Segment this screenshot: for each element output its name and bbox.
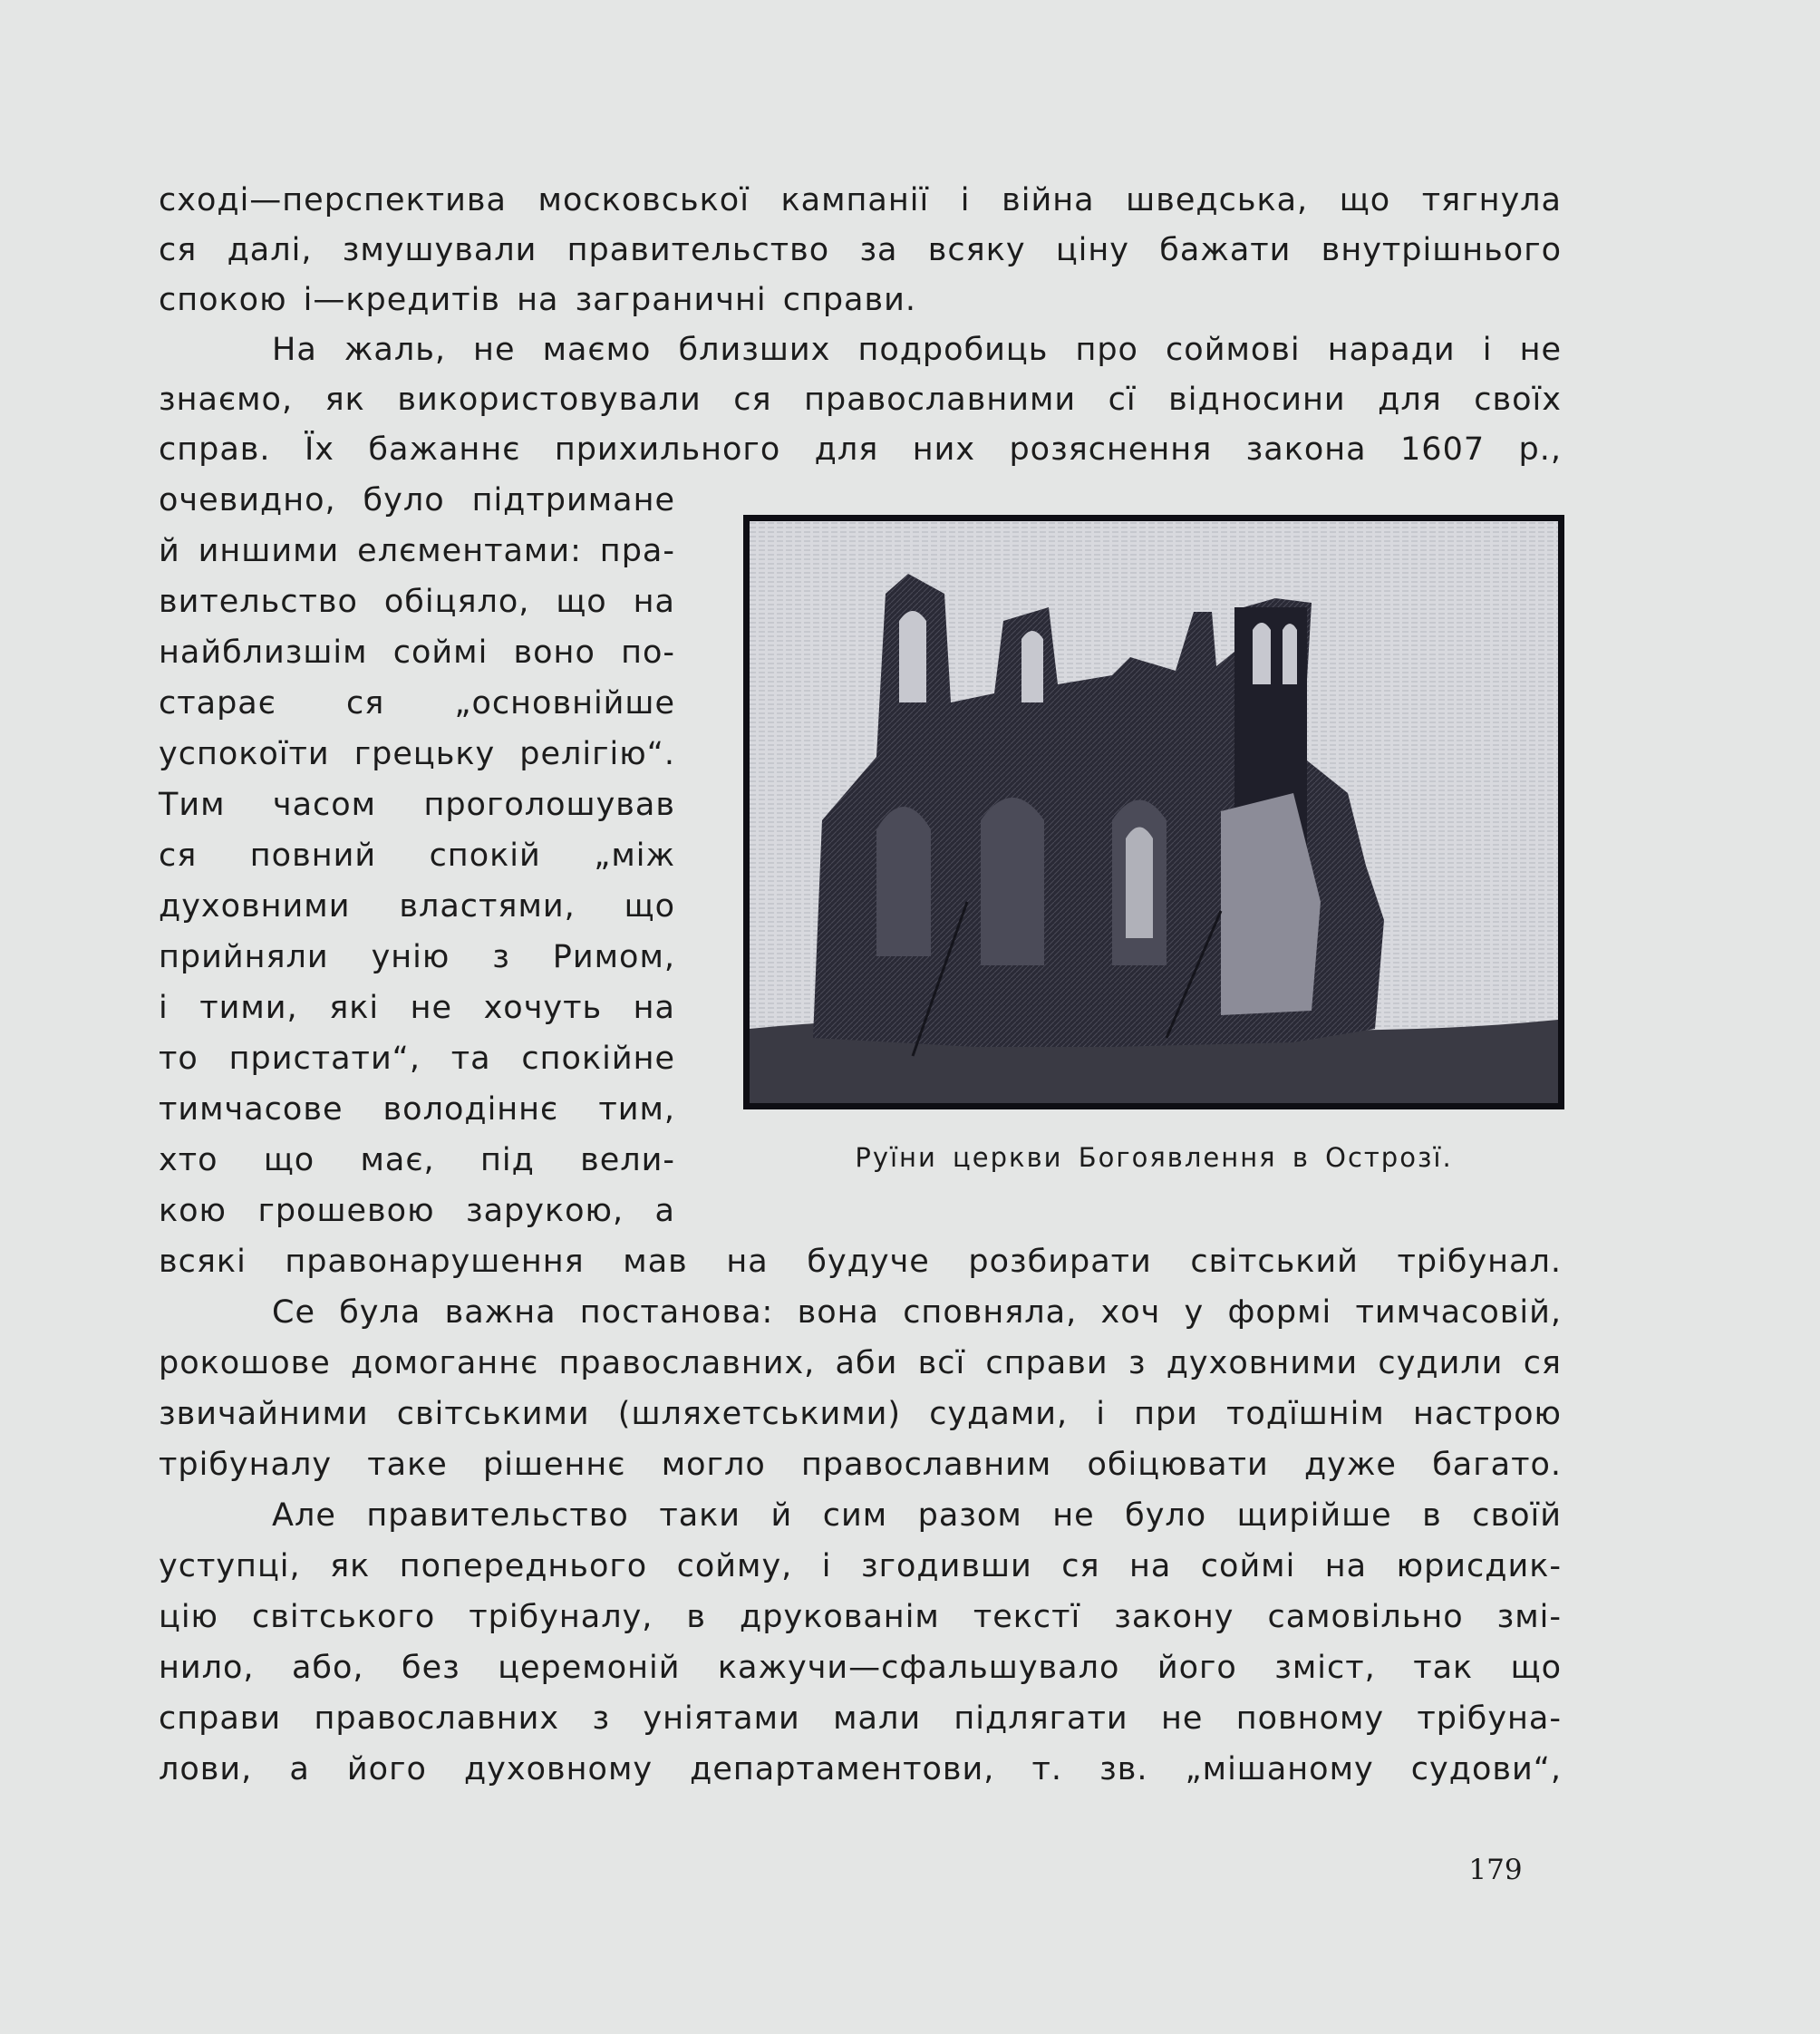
text-line: нило, або, без церемоній кажучи—сфальшувало його зміст, так що bbox=[159, 1650, 1562, 1686]
text-line: кою грошевою зарукою, а bbox=[159, 1193, 675, 1229]
text-line: На жаль, не маємо близших подробиць про соймові наради і не bbox=[272, 332, 1562, 368]
text-line: рокошове домоганнє православних, аби всї справи з духовними судили ся bbox=[159, 1345, 1562, 1381]
text-line: то пристати“, та спокійне bbox=[159, 1041, 675, 1077]
text-line: спокою і—кредитів на заграничні справи. bbox=[159, 282, 917, 318]
text-line: хто що має, під вели- bbox=[159, 1142, 675, 1178]
text-line: цію світського трібуналу, в друкованім текстї закону самовільно змі- bbox=[159, 1599, 1562, 1635]
text-line: трібуналу таке рішеннє могло православним обіцювати дуже багато. bbox=[159, 1447, 1562, 1483]
text-line: духовними властями, що bbox=[159, 888, 675, 925]
text-line: ся повний спокій „між bbox=[159, 838, 675, 874]
text-line: Тим часом проголошував bbox=[159, 787, 675, 823]
text-line: всякі правонарушення мав на будуче розбирати світський трібунал. bbox=[159, 1244, 1562, 1280]
church-ruins-illustration bbox=[743, 515, 1564, 1109]
text-line: звичайними світськими (шляхетськими) судами, і при тодїшнім настрою bbox=[159, 1396, 1562, 1432]
ruins-engraving bbox=[750, 521, 1558, 1103]
text-line: і тими, які не хочуть на bbox=[159, 990, 675, 1026]
text-line: уступці, як попереднього сойму, і згодивши ся на соймі на юрисдик- bbox=[159, 1548, 1562, 1584]
text-line: ся далі, змушували правительство за всяку ціну бажати внутрішнього bbox=[159, 232, 1562, 268]
text-line: Се була важна постанова: вона сповняла, хоч у формі тимчасовій, bbox=[272, 1294, 1562, 1331]
text-line: й иншими елєментами: пра- bbox=[159, 533, 675, 569]
figure-caption: Руїни церкви Богоявлення в Острозї. bbox=[855, 1142, 1453, 1173]
text-line: вительство обіцяло, що на bbox=[159, 584, 675, 620]
text-line: Але правительство таки й сим разом не було щирійше в своїй bbox=[272, 1497, 1562, 1534]
text-line: прийняли унію з Римом, bbox=[159, 939, 675, 975]
text-line: тимчасове володіннє тим, bbox=[159, 1091, 675, 1128]
text-line: старає ся „основнійше bbox=[159, 685, 675, 722]
text-line: лови, а його духовному департаментови, т. зв. „мішаному судови“, bbox=[159, 1751, 1562, 1787]
text-line: справи православних з уніятами мали підлягати не повному трібуна- bbox=[159, 1700, 1562, 1737]
text-line: успокоїти грецьку релігію“. bbox=[159, 736, 675, 772]
text-line: справ. Їх бажаннє прихильного для них розяснення закона 1607 р., bbox=[159, 431, 1562, 468]
page-number: 179 bbox=[1468, 1854, 1523, 1886]
text-line: сході—перспектива московської кампанії і війна шведська, що тягнула bbox=[159, 182, 1562, 218]
text-line: найблизшім соймі воно по- bbox=[159, 634, 675, 671]
text-line: знаємо, як використовували ся православними сї відносини для своїх bbox=[159, 382, 1562, 418]
text-line: очевидно, було підтримане bbox=[159, 482, 675, 518]
